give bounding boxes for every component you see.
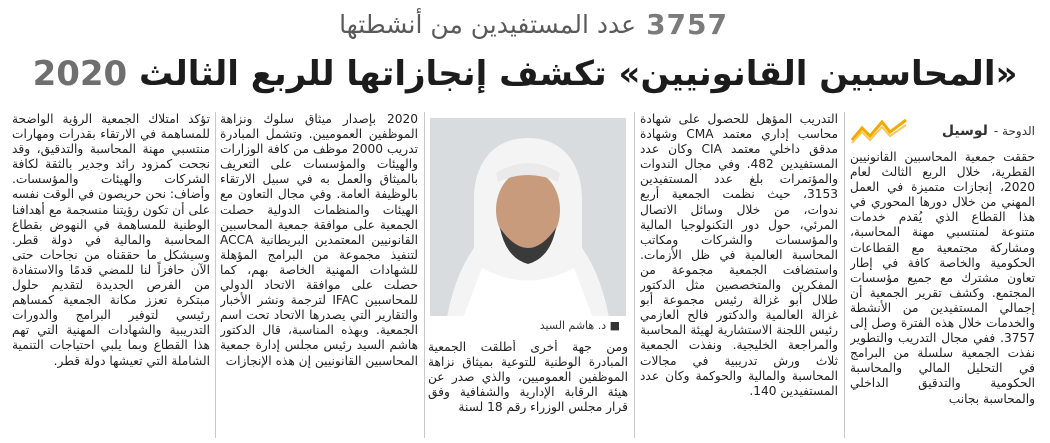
column-divider bbox=[844, 112, 845, 438]
article-column-4 bbox=[220, 112, 418, 438]
article-column-5 bbox=[12, 112, 210, 438]
dateline-brand: لوسيل bbox=[941, 123, 988, 139]
headline-text: «المحاسبين القانونيين» تكشف إنجازاتها للربع الثالث bbox=[139, 54, 1018, 94]
photo-caption: ■ د. هاشم السيد bbox=[430, 316, 626, 336]
portrait-photo bbox=[430, 118, 626, 336]
kicker-text: عدد المستفيدين من أنشطتها bbox=[339, 9, 637, 39]
dateline bbox=[850, 116, 1035, 146]
headline bbox=[20, 50, 1030, 98]
dateline-city: الدوحة - bbox=[993, 124, 1035, 138]
column-3-text: ومن جهة أخرى أطلقت الجمعية المبادرة الوطنية للتوعية بميثاق نزاهة الموظفين العموميين، والذي صدر عن هيئة الرقابة الإدارية والشفافية وفق قرار مجلس الوزراء رقم 18 لسنة bbox=[428, 340, 628, 415]
column-divider bbox=[215, 112, 216, 438]
column-2-text: التدريب المؤهل للحصول على شهادة محاسب إداري معتمد CMA وشهادة مدقق داخلي معتمد CIA وكان عدد المستفيدين 482. وفي مجال الندوات والمؤتمرات بلغ عدد المستفيدين 3153، حيث نظمت الجمعية أربع ندوات، من خلال وسائل الاتصال المرئي، حول دور التكنولوجيا المالية والمؤسسات والشركات ومكاتب المحاسبة العالمية في ظل الأزمات. واستضافت الجمعية مجموعة من المفكرين والمتخصصين مثل الدكتور طلال أبو غزالة رئيس مجموعة أبو غزالة العالمية والدكتور فالح العازمي رئيس اللجنة الاستشارية لهيئة المحاسبة والمراجعة الخليجية. ونفذت الجمعية ثلاث ورش تدريبية في مجالات المحاسبة والمالية والحوكمة وكان عدد المستفيدين 140. bbox=[640, 112, 838, 398]
article-column-3 bbox=[428, 340, 628, 438]
kicker bbox=[339, 8, 728, 40]
column-5-text: تؤكد امتلاك الجمعية الرؤية الواضحة للمساهمة في الارتقاء بقدرات ومهارات منتسبي مهنة المحاسبة والتدقيق، وقد نجحت كمزود رائد وجدير بالثقة لكافة الشركات والهيئات والمؤسسات. وأضاف: نحن حريصون في الوقت نفسه على أن تكون رؤيتنا منسجمة مع أهدافنا الوطنية للمساهمة في النهوض بقطاع المحاسبة والمالية في دولة قطر. وسيشكل ما حققناه من نجاحات حتى الآن حافزاً لنا للمضي قدمًا والاستفادة من الفرص الجديدة لتقديم حلول مبتكرة تعزز مكانة الجمعية كمساهم رئيسي لتوفير البرامج والدورات التدريبية والشهادات المهنية التي تهم هذا القطاع وبما يلبي احتياجات التنمية الشاملة التي تعيشها دولة قطر. bbox=[12, 112, 210, 368]
article-column-2 bbox=[640, 112, 838, 438]
lusail-logo-icon bbox=[850, 118, 908, 144]
column-divider bbox=[634, 112, 635, 438]
column-4-text: 2020 بإصدار ميثاق سلوك ونزاهة الموظفين العموميين. وتشمل المبادرة تدريب 2000 موظف من كافة الوزارات والهيئات والمؤسسات على التعريف بالميثاق والعمل به في سبيل الارتقاء بالوظيفة العامة. وفي مجال التعاون مع الهيئات والمنظمات الدولية حصلت الجمعية على موافقة جمعية المحاسبين القانونيين المعتمدين البريطانية ACCA لتنفيذ مجموعة من البرامج المؤهلة للشهادات المهنية الخاصة بهم، كما حصلت على موافقة الاتحاد الدولي للمحاسبين IFAC لترجمة ونشر الأخبار والتقارير التي يصدرها الاتحاد تحت اسم الجمعية. وبهذه المناسبة، قال الدكتور هاشم السيد رئيس مجلس إدارة جمعية المحاسبين القانونيين إن هذه الإنجازات bbox=[220, 112, 418, 368]
column-1-text: حققت جمعية المحاسبين القانونيين القطرية، خلال الربع الثالث لعام 2020، إنجازات متميزة في العمل المهني من خلال دورها المحوري في هذا القطاع الذي يُقدم خدمات متنوعة لمنتسبي مهنة المحاسبة، ومشاركة مجتمعية مع القطاعات الحكومية والخاصة كافة في إطار تعاون مشترك مع جميع مؤسسات المجتمع. وكشف تقرير الجمعية أن إجمالي المستفيدين من الأنشطة والخدمات خلال هذه الفترة وصل إلى 3757. ففي مجال التدريب والتطوير نفذت الجمعية سلسلة من البرامج في التحليل المالي والمحاسبة الحكومية والتدقيق الداخلي والمحاسبة بجانب bbox=[850, 150, 1035, 406]
person-portrait-icon bbox=[430, 118, 626, 336]
column-divider bbox=[424, 112, 425, 438]
beneficiaries-count: 3757 bbox=[646, 7, 728, 41]
article-column-1 bbox=[850, 150, 1035, 438]
headline-year: 2020 bbox=[32, 54, 128, 94]
